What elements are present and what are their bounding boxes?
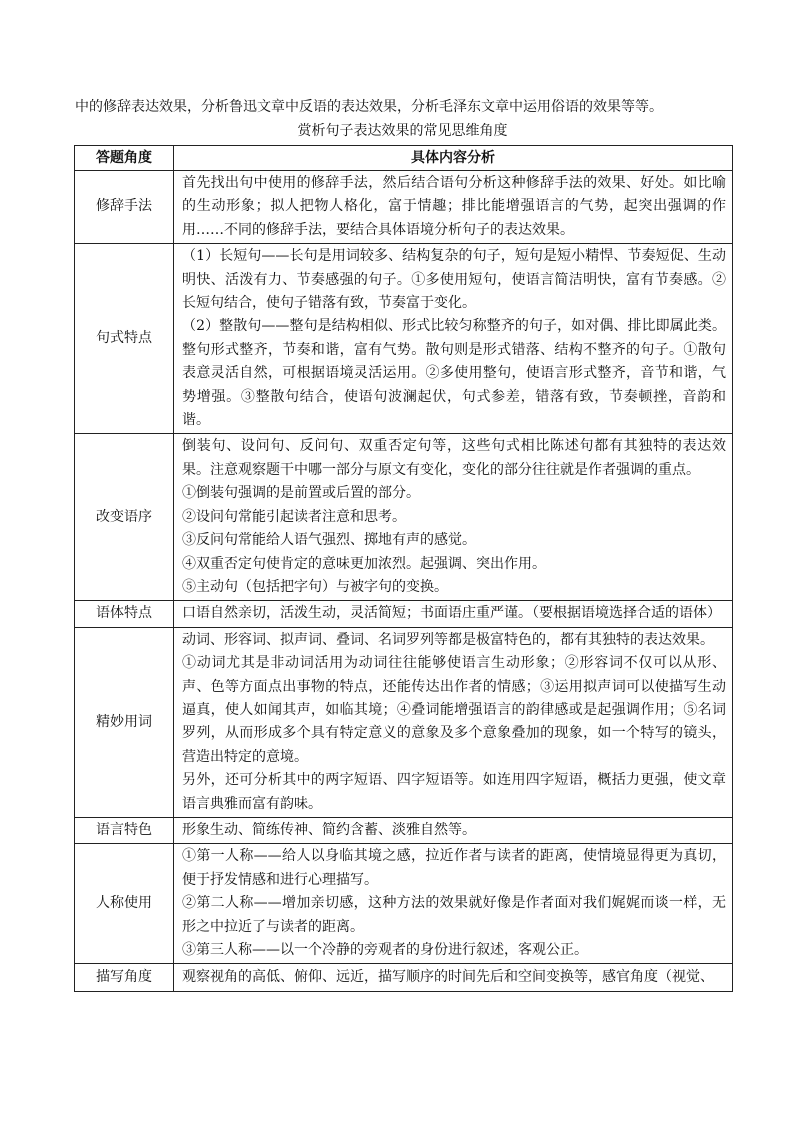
table-caption: 赏析句子表达效果的常见思维角度 (297, 123, 508, 139)
row-content (174, 601, 733, 627)
table-row (75, 627, 733, 817)
row-content (174, 844, 733, 964)
content-paragraph: 动词、形容词、拟声词、叠词、名词罗列等都是极富特色的，都有其独特的表达效果。 (182, 631, 714, 648)
table-row (75, 817, 733, 843)
table-row (75, 434, 733, 601)
table-row (75, 601, 733, 627)
content-paragraph: 观察视角的高低、俯仰、远近，描写顺序的时间先后和空间变换等，感官角度（视觉、 (182, 968, 714, 985)
content-paragraph: 倒装句、设问句、反问句、双重否定句等，这些句式相比陈述句都有其独特的表达效果。注意观察题干中哪一部分与原文有变化，变化的部分往往就是作者强调的重点。 (182, 438, 726, 478)
row-angle: 改变语序 (75, 434, 174, 601)
row-angle: 精妙用词 (75, 627, 174, 817)
row-angle: 修辞手法 (75, 171, 174, 244)
header-angle: 答题角度 (75, 146, 174, 171)
header-content: 具体内容分析 (174, 146, 733, 171)
content-paragraph: ③第三人称——以一个冷静的旁观者的身份进行叙述，客观公正。 (182, 942, 588, 958)
content-paragraph: ②设问句常能引起读者注意和思考。 (182, 508, 406, 525)
row-content (174, 627, 733, 817)
row-angle: 语体特点 (75, 601, 174, 627)
row-content (174, 434, 733, 601)
row-content (174, 244, 733, 434)
row-angle: 语言特色 (75, 817, 174, 843)
content-paragraph: （2）整散句——整句是结构相似、形式比较匀称整齐的句子，如对偶、排比即属此类。整句形式整齐，节奏和谐，富有气势。散句则是形式错落、结构不整齐的句子。①散句表意灵活自然，可根据语境灵活运用。②多使用整句，使语言形式整齐，音节和谐，气势增强。③整散句结合，使语句波澜起伏，句式参差，错落有致，节奏顿挫，音韵和谐。 (182, 318, 726, 429)
content-paragraph: ③反问句常能给人语气强烈、掷地有声的感觉。 (182, 532, 476, 549)
content-paragraph: 形象生动、简练传神、简约含蓄、淡雅自然等。 (182, 821, 476, 838)
row-content (174, 817, 733, 843)
content-paragraph: ①第一人称——给人以身临其境之感，拉近作者与读者的距离，使情境显得更为真切，便于抒发情感和进行心理描写。 (182, 848, 726, 888)
content-paragraph: ⑤主动句（包括把字句）与被字句的变换。 (182, 578, 448, 595)
content-paragraph: 口语自然亲切，活泼生动，灵活简短；书面语庄重严谨。（要根据语境选择合适的语体） (182, 605, 721, 622)
content-paragraph: （1）长短句——长句是用词较多、结构复杂的句子，短句是短小精悍、节奏短促、生动明快、活泼有力、节奏感强的句子。①多使用短句，使语言简洁明快，富有节奏感。②长短句结合，使句子错落有致，节奏富于变化。 (182, 248, 726, 312)
table-row (75, 244, 733, 434)
row-angle: 人称使用 (75, 844, 174, 964)
row-angle: 句式特点 (75, 244, 174, 434)
content-paragraph: 另外，还可分析其中的两字短语、四字短语等。如连用四字短语，概括力更强，使文章语言典雅而富有韵味。 (182, 772, 726, 812)
content-paragraph: ①倒装句强调的是前置或后置的部分。 (182, 485, 420, 502)
table-header-row (75, 146, 733, 171)
row-content (174, 964, 733, 991)
content-paragraph: ④双重否定句使肯定的意味更加浓烈。起强调、突出作用。 (182, 555, 546, 572)
row-content (174, 171, 733, 244)
content-paragraph: 首先找出句中使用的修辞手法，然后结合语句分析这种修辞手法的效果、好处。如比喻的生动形象；拟人把物人格化，富于情趣；排比能增强语言的气势，起突出强调的作用……不同的修辞手法，要结合具体语境分析句子的表达效果。 (182, 175, 726, 238)
analysis-table (74, 145, 733, 992)
content-paragraph: ①动词尤其是非动词活用为动词往往能够使语言生动形象；②形容词不仅可以从形、声、色等方面点出事物的特点，还能传达出作者的情感；③运用拟声词可以使描写生动逼真，使人如闻其声，如临其境；④叠词能增强语言的韵律感或是起强调作用；⑤名词罗列，从而形成多个具有特定意义的意象及多个意象叠加的现象，如一个特写的镜头，营造出特定的意境。 (182, 655, 726, 765)
table-row (75, 964, 733, 991)
table-row (75, 844, 733, 964)
row-angle: 描写角度 (75, 964, 174, 991)
table-row (75, 171, 733, 244)
content-paragraph: ②第二人称——增加亲切感，这种方法的效果就好像是作者面对我们娓娓而谈一样，无形之中拉近了与读者的距离。 (182, 895, 726, 935)
intro-text: 中的修辞表达效果，分析鲁迅文章中反语的表达效果，分析毛泽东文章中运用俗语的效果等等。 (75, 99, 663, 115)
